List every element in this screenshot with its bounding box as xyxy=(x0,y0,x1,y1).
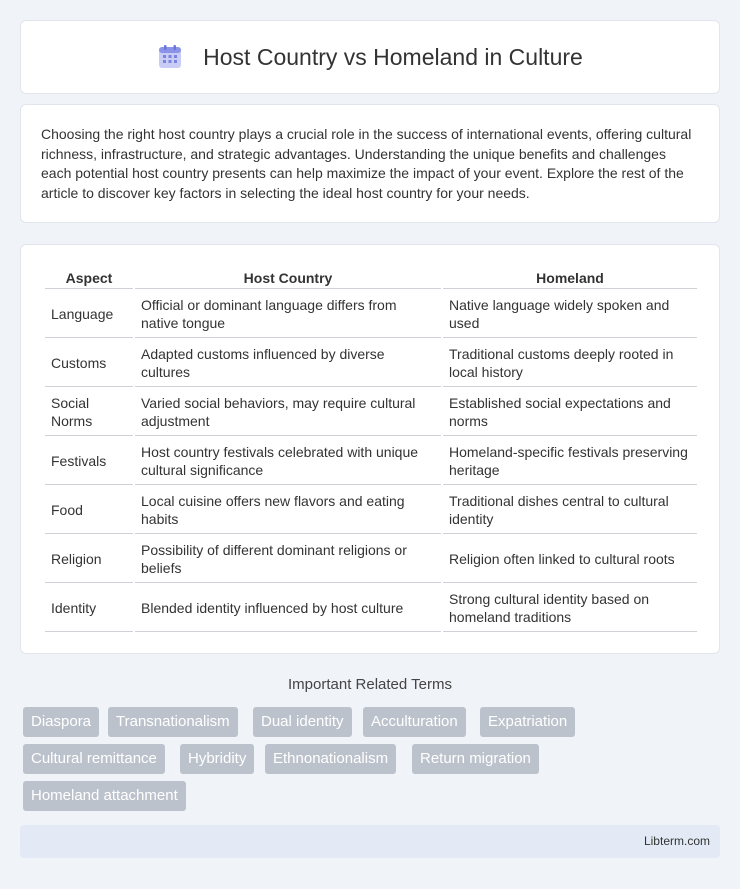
related-terms-title: Important Related Terms xyxy=(288,676,452,693)
footer xyxy=(20,825,720,858)
aspect-cell: Festivals xyxy=(45,438,133,485)
homeland-cell: Traditional dishes central to cultural identity xyxy=(443,487,697,534)
host-country-cell: Official or dominant language differs from native tongue xyxy=(135,291,441,338)
page-title: Host Country vs Homeland in Culture xyxy=(203,43,583,70)
aspect-cell: Religion xyxy=(45,536,133,583)
related-term-tag[interactable]: Expatriation xyxy=(480,707,575,737)
table-row xyxy=(45,340,697,387)
related-term-tag[interactable]: Dual identity xyxy=(253,707,352,737)
related-term-tag[interactable]: Diaspora xyxy=(23,707,99,737)
table-row xyxy=(45,585,697,632)
table-row xyxy=(45,291,697,338)
intro-card xyxy=(20,104,720,223)
header-homeland: Homeland xyxy=(443,267,697,289)
comparison-table-card xyxy=(20,244,720,654)
table-row xyxy=(45,536,697,583)
table-row xyxy=(45,389,697,436)
table-row xyxy=(45,487,697,534)
related-term-tag[interactable]: Homeland attachment xyxy=(23,781,186,811)
comparison-table xyxy=(43,265,699,634)
host-country-cell: Possibility of different dominant religions or beliefs xyxy=(135,536,441,583)
title-card xyxy=(20,20,720,94)
homeland-cell: Homeland-specific festivals preserving heritage xyxy=(443,438,697,485)
aspect-cell: Identity xyxy=(45,585,133,632)
host-country-cell: Local cuisine offers new flavors and eating habits xyxy=(135,487,441,534)
header-host-country: Host Country xyxy=(135,267,441,289)
related-term-tag[interactable]: Acculturation xyxy=(363,707,466,737)
intro-text: Choosing the right host country plays a crucial role in the success of international events, offering cultural richness, infrastructure, and strategic advantages. Understanding the unique benefits and challenges each potential host country presents can help maximize the impact of your event. Explore the rest of the article to discover key factors in selecting the ideal host country for your needs. xyxy=(41,126,692,201)
homeland-cell: Religion often linked to cultural roots xyxy=(443,536,697,583)
aspect-cell: Customs xyxy=(45,340,133,387)
related-term-tag[interactable]: Return migration xyxy=(412,744,539,774)
host-country-cell: Blended identity influenced by host culture xyxy=(135,585,441,632)
aspect-cell: Language xyxy=(45,291,133,338)
related-term-tag[interactable]: Cultural remittance xyxy=(23,744,165,774)
host-country-cell: Host country festivals celebrated with unique cultural significance xyxy=(135,438,441,485)
homeland-cell: Native language widely spoken and used xyxy=(443,291,697,338)
related-term-tag[interactable]: Hybridity xyxy=(180,744,254,774)
related-term-tag[interactable]: Ethnonationalism xyxy=(265,744,396,774)
homeland-cell: Traditional customs deeply rooted in local history xyxy=(443,340,697,387)
host-country-cell: Varied social behaviors, may require cultural adjustment xyxy=(135,389,441,436)
homeland-cell: Strong cultural identity based on homeland traditions xyxy=(443,585,697,632)
table-row xyxy=(45,438,697,485)
aspect-cell: Food xyxy=(45,487,133,534)
host-country-cell: Adapted customs influenced by diverse cultures xyxy=(135,340,441,387)
related-term-tag[interactable]: Transnationalism xyxy=(108,707,238,737)
header-aspect: Aspect xyxy=(45,267,133,289)
footer-site-link[interactable]: Libterm.com xyxy=(643,834,710,848)
table-header-row xyxy=(45,267,697,289)
calendar-icon xyxy=(157,44,183,70)
homeland-cell: Established social expectations and norms xyxy=(443,389,697,436)
aspect-cell: Social Norms xyxy=(45,389,133,436)
